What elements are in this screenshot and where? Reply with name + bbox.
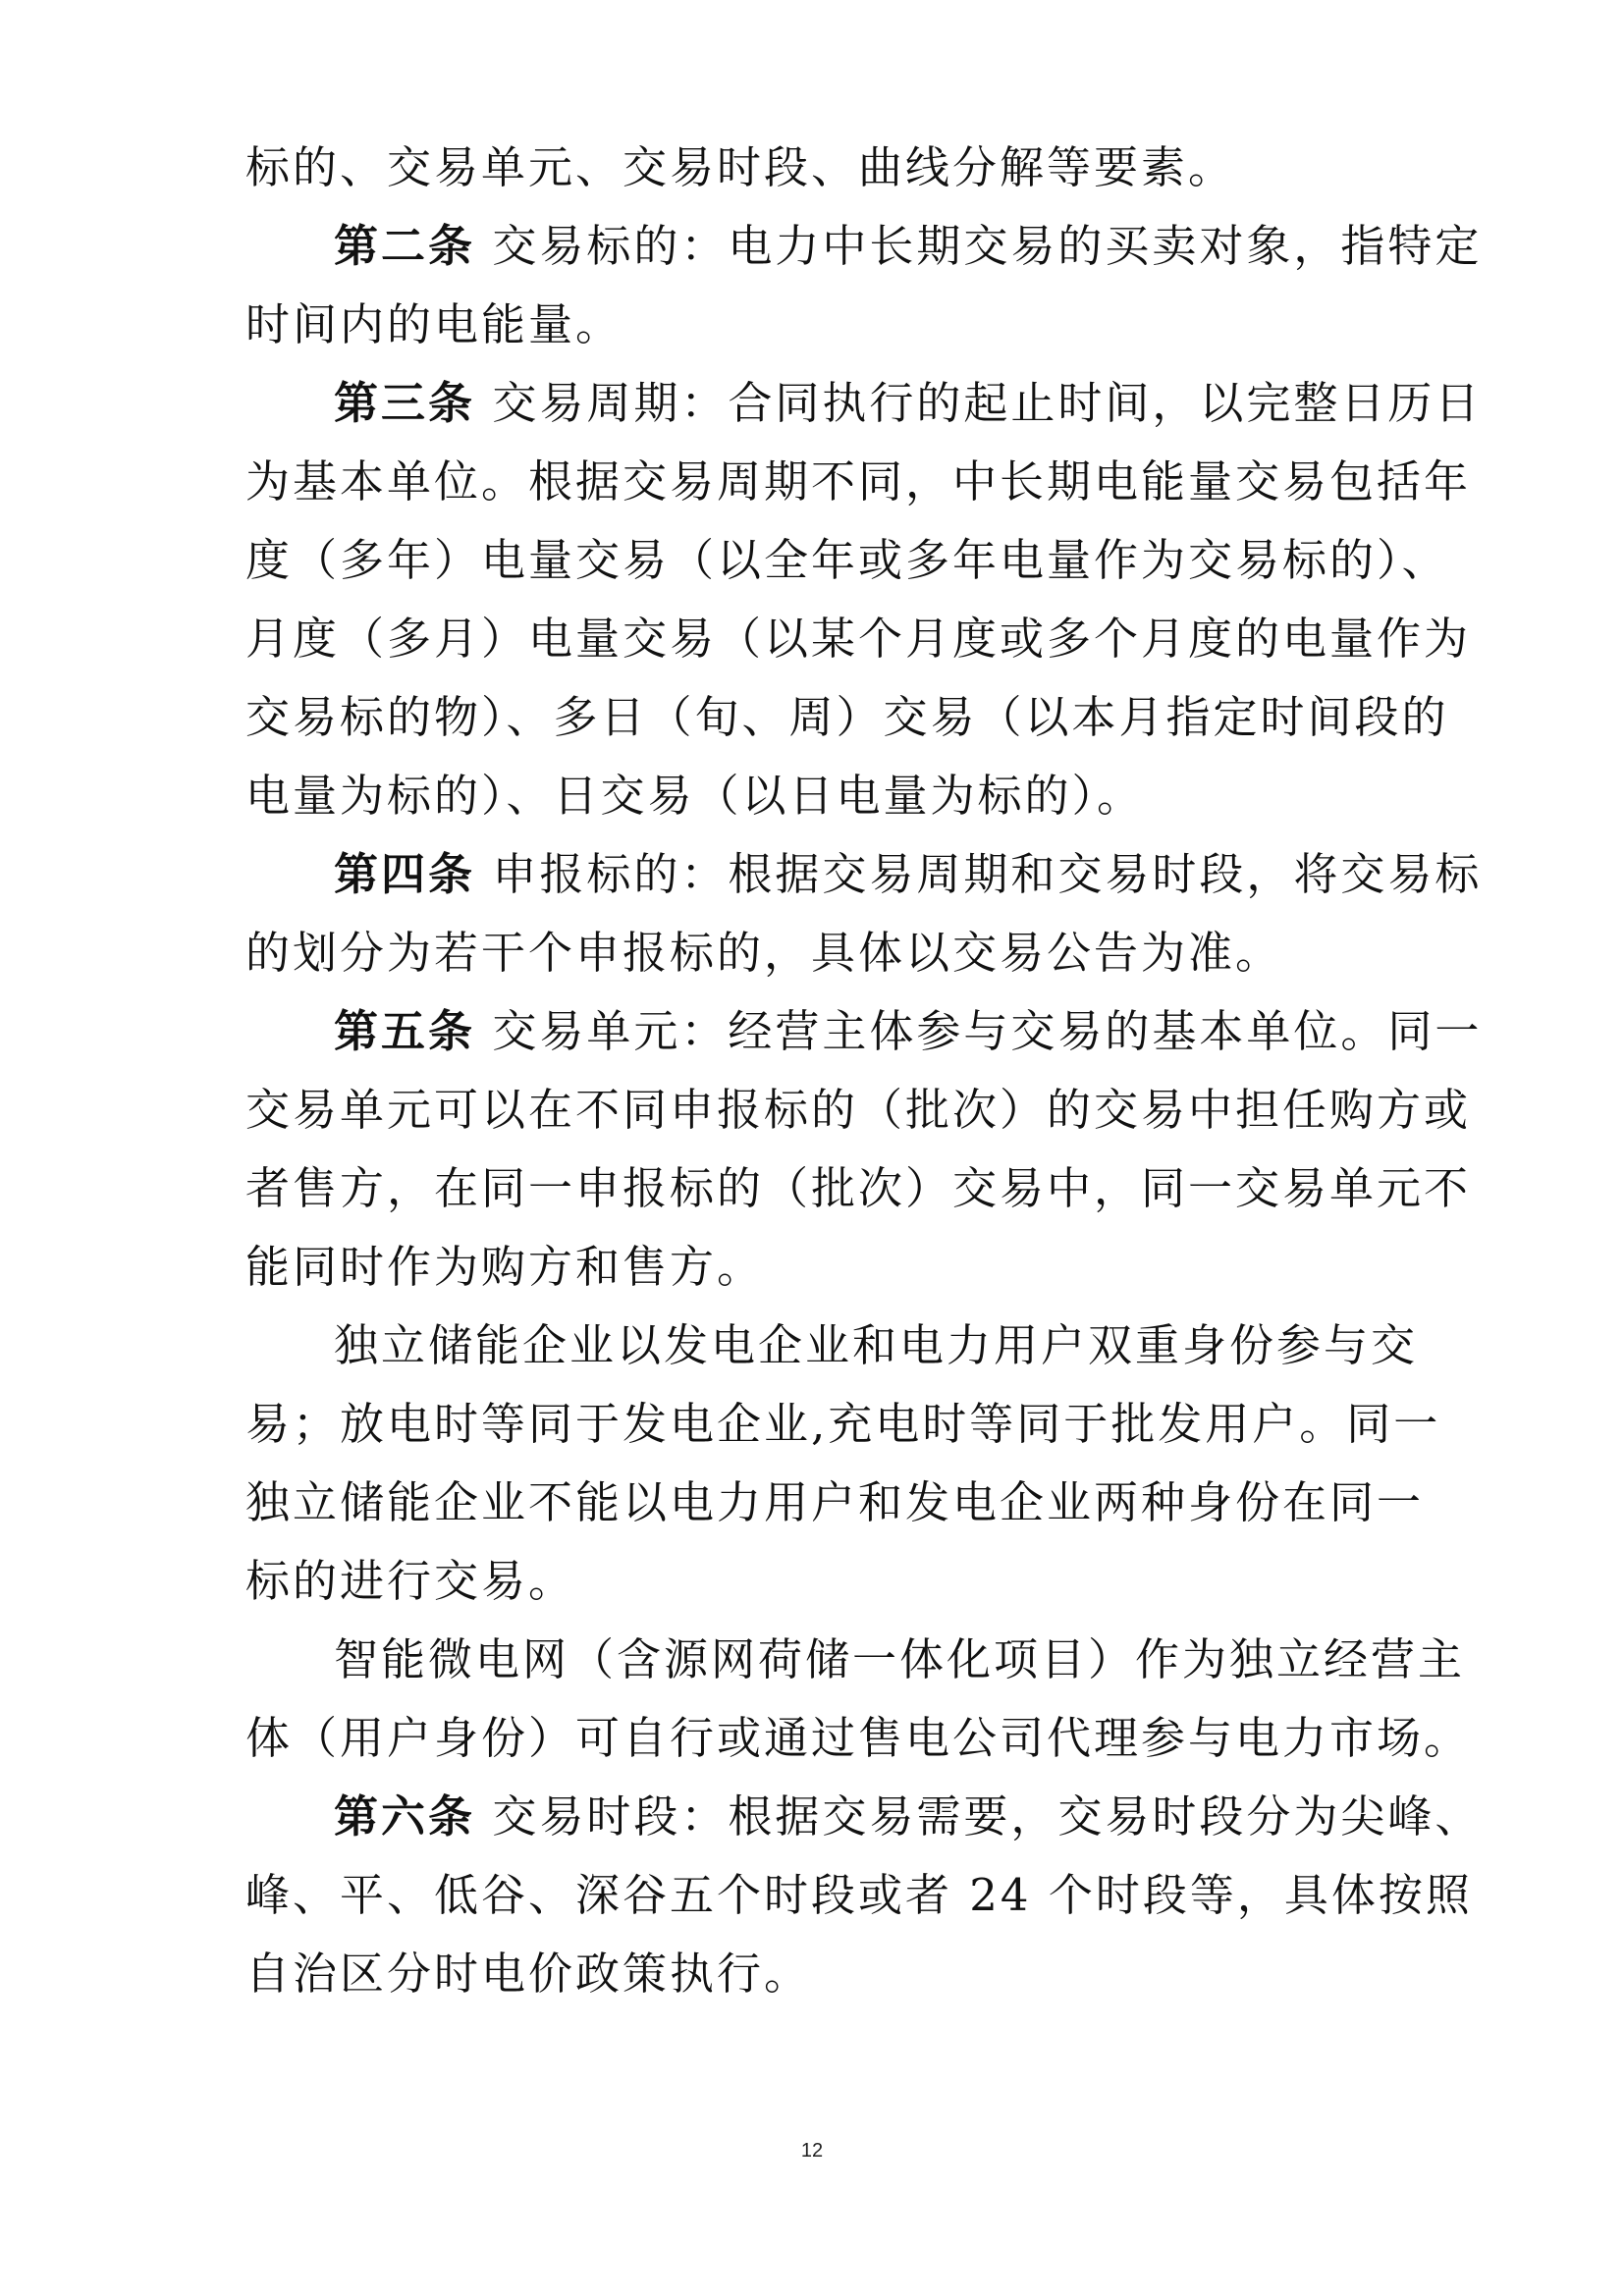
text-line: 标的进行交易。 [245, 1555, 576, 1607]
article-label: 第五条 [334, 1005, 476, 1057]
text-line: 为基本单位。根据交易周期不同，中长期电能量交易包括年 [245, 455, 1472, 507]
text-line: 易；放电时等同于发电企业,充电时等同于批发用户。同一 [245, 1398, 1441, 1450]
article-text: 交易单元：经营主体参与交易的基本单位。同一 [492, 1005, 1483, 1057]
article-4-line [334, 830, 1483, 919]
article-text: 交易周期：合同执行的起止时间，以完整日历日 [492, 377, 1483, 429]
text-line: 体（用户身份）可自行或通过售电公司代理参与电力市场。 [245, 1712, 1472, 1764]
text-line: 能同时作为购方和售方。 [245, 1241, 765, 1293]
text-line: 自治区分时电价政策执行。 [245, 1948, 812, 2000]
article-text: 交易时段：根据交易需要，交易时段分为尖峰、 [492, 1790, 1483, 1842]
page-number: 12 [800, 2140, 824, 2162]
text-line: 交易标的物）、多日（旬、周）交易（以本月指定时间段的 [245, 691, 1449, 743]
text-line: 度（多年）电量交易（以全年或多年电量作为交易标的）、 [245, 534, 1449, 586]
article-label: 第六条 [334, 1790, 476, 1842]
article-6-line [334, 1773, 1483, 1861]
text-line: 智能微电网（含源网荷储一体化项目）作为独立经营主 [334, 1633, 1466, 1685]
text-line: 者售方，在同一申报标的（批次）交易中，同一交易单元不 [245, 1162, 1472, 1214]
article-label: 第三条 [334, 377, 476, 429]
text-line: 独立储能企业不能以电力用户和发电企业两种身份在同一 [245, 1476, 1425, 1528]
text-line: 交易单元可以在不同申报标的（批次）的交易中担任购方或 [245, 1084, 1472, 1136]
article-3-line [334, 359, 1483, 448]
text-line: 月度（多月）电量交易（以某个月度或多个月度的电量作为 [245, 613, 1472, 665]
article-text: 申报标的：根据交易周期和交易时段，将交易标 [492, 848, 1483, 900]
text-line: 峰、平、低谷、深谷五个时段或者 24 个时段等，具体按照 [245, 1869, 1473, 1921]
text-line: 时间内的电能量。 [245, 298, 623, 350]
text-line: 标的、交易单元、交易时段、曲线分解等要素。 [245, 141, 1236, 193]
article-2-line [334, 202, 1483, 291]
article-label: 第二条 [334, 220, 476, 272]
article-text: 交易标的：电力中长期交易的买卖对象，指特定 [492, 220, 1483, 272]
article-label: 第四条 [334, 848, 476, 900]
article-5-line [334, 988, 1483, 1076]
text-line: 电量为标的）、日交易（以日电量为标的）。 [245, 770, 1145, 822]
text-line: 的划分为若干个申报标的，具体以交易公告为准。 [245, 927, 1283, 979]
text-line: 独立储能企业以发电企业和电力用户双重身份参与交 [334, 1319, 1419, 1371]
